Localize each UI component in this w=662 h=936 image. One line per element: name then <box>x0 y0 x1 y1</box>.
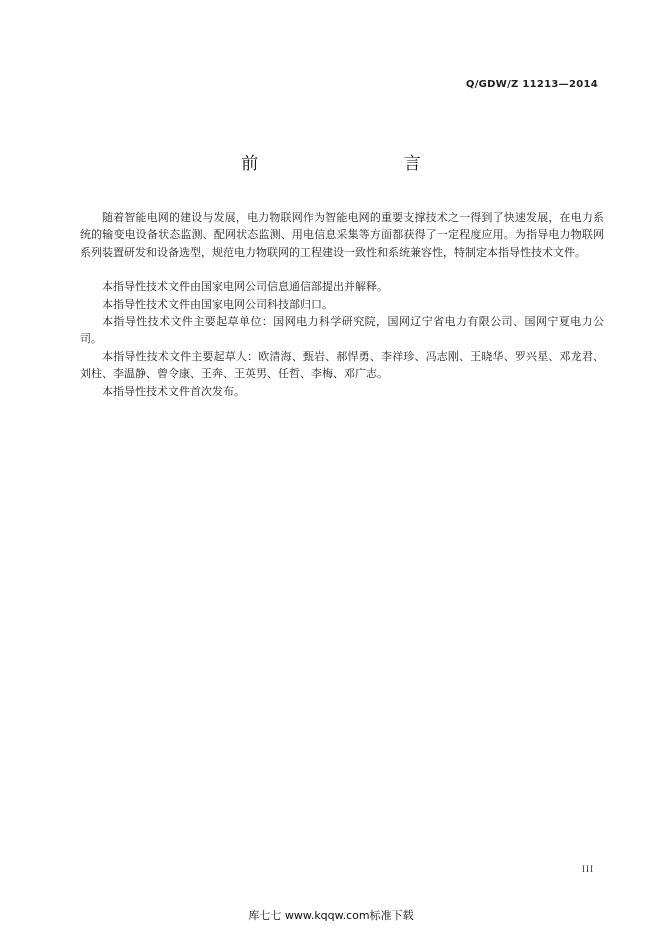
paragraph-proposer: 本指导性技术文件由国家电网公司信息通信部提出并解释。 <box>102 280 388 294</box>
foreword-body <box>80 209 604 400</box>
paragraph-centralized: 本指导性技术文件由国家电网公司科技部归口。 <box>102 297 333 311</box>
page-number: III <box>582 864 594 874</box>
paragraph-first-release: 本指导性技术文件首次发布。 <box>102 384 245 398</box>
standard-code: Q/GDW/Z 11213—2014 <box>465 79 598 90</box>
paragraph-intro: 随着智能电网的建设与发展，电力物联网作为智能电网的重要支撑技术之一得到了快速发展，在电力系统的输变电设备状态监测、配网状态监测、用电信息采集等方面都获得了一定程度应用。为指导电力物联网系列装置研发和设备选型，规范电力物联网的工程建设一致性和系统兼容性，特制定本指导性技术文件。 <box>80 211 604 259</box>
paragraph-drafting-units: 本指导性技术文件主要起草单位：国网电力科学研究院，国网辽宁省电力有限公司、国网宁夏电力公司。 <box>80 315 604 346</box>
watermark-text: 库七七 www.kqqw.com标准下载 <box>248 909 414 922</box>
page-title: 前 言 <box>241 154 491 174</box>
paragraph-drafters: 本指导性技术文件主要起草人：欧清海、甄岩、郝悍勇、李祥珍、冯志刚、王晓华、罗兴星、邓龙君、刘柱、李温静、曾令康、王奔、王英男、任哲、李梅、邓广志。 <box>80 349 604 381</box>
